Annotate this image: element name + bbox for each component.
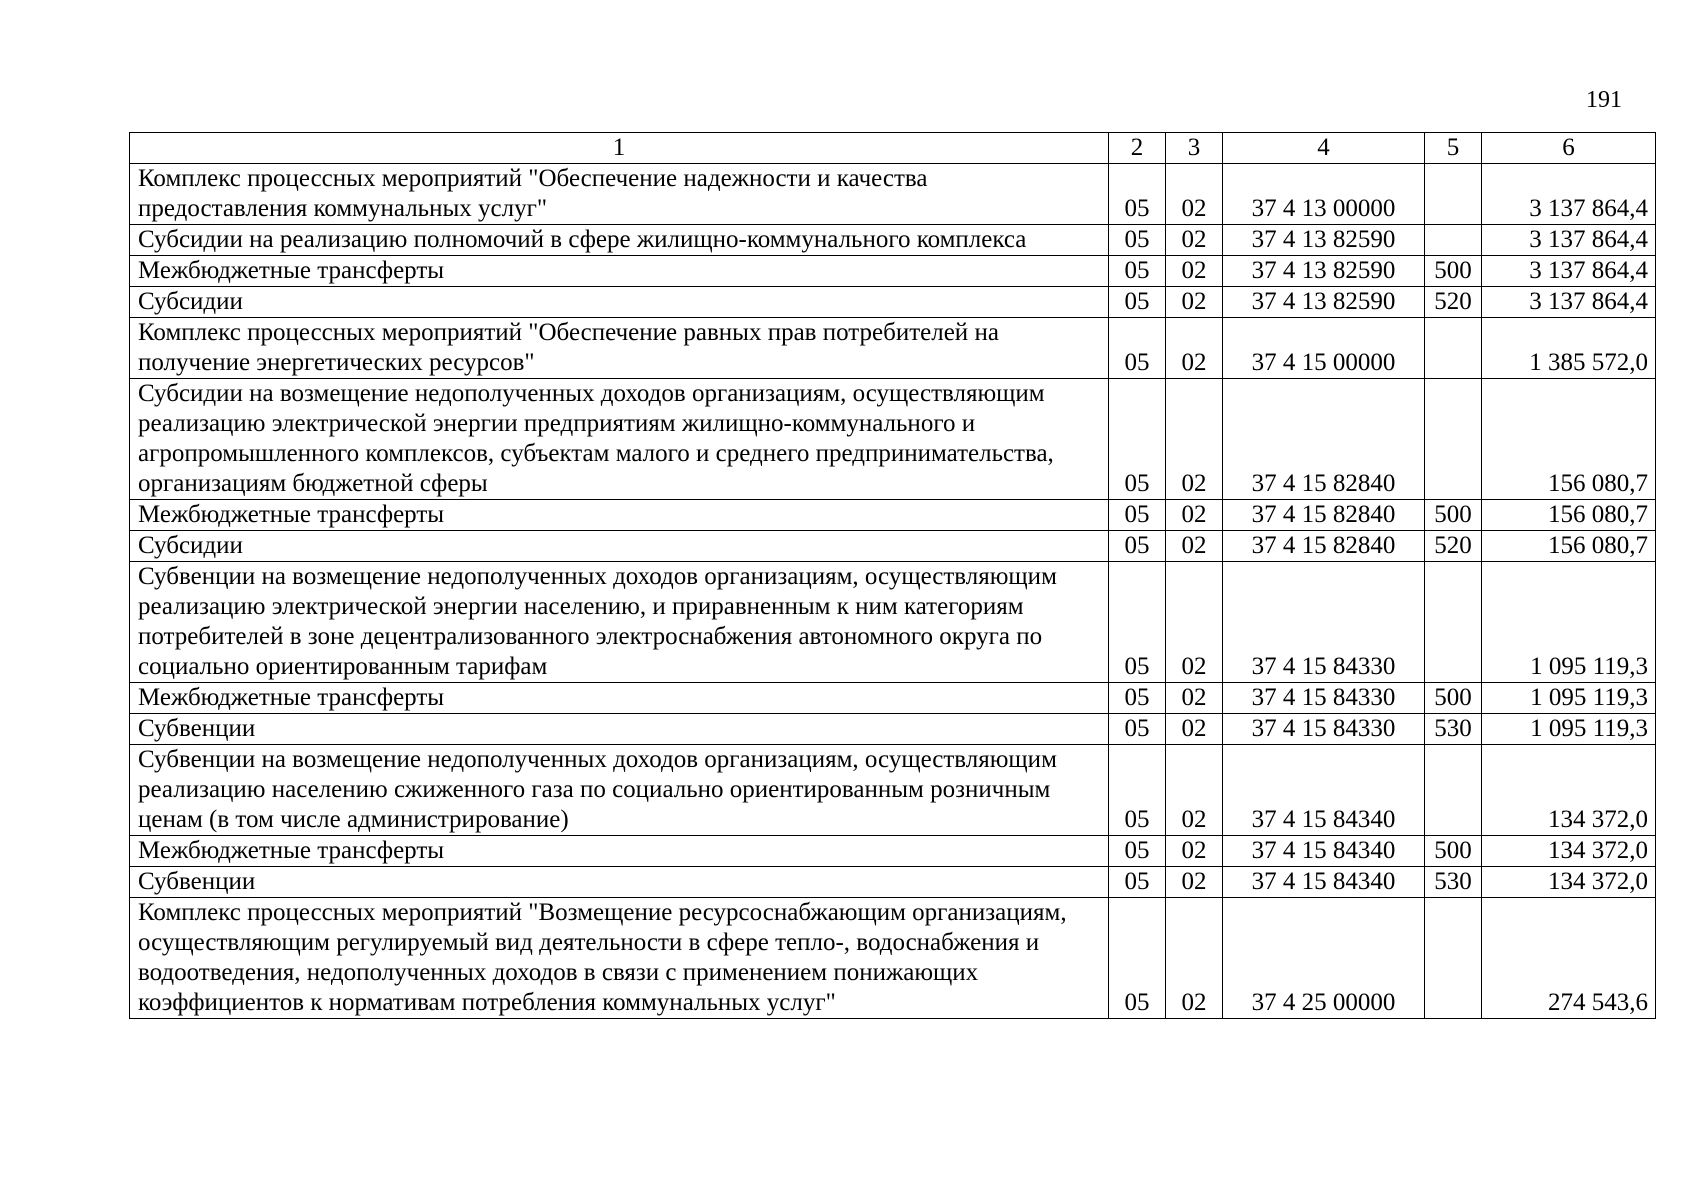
row-name: Межбюджетные трансферты bbox=[130, 500, 1109, 531]
row-expense-type bbox=[1425, 225, 1482, 256]
table-row bbox=[130, 898, 1656, 1019]
row-name: Субсидии на реализацию полномочий в сфере жилищно-коммунального комплекса bbox=[130, 225, 1109, 256]
row-section: 05 bbox=[1109, 256, 1166, 287]
row-section: 05 bbox=[1109, 379, 1166, 500]
row-subsection: 02 bbox=[1166, 379, 1223, 500]
row-section: 05 bbox=[1109, 745, 1166, 836]
header-row bbox=[130, 133, 1656, 164]
row-target-article: 37 4 15 82840 bbox=[1223, 379, 1425, 500]
row-subsection: 02 bbox=[1166, 287, 1223, 318]
row-section: 05 bbox=[1109, 562, 1166, 683]
row-amount: 134 372,0 bbox=[1482, 745, 1656, 836]
row-section: 05 bbox=[1109, 714, 1166, 745]
row-section: 05 bbox=[1109, 836, 1166, 867]
row-expense-type bbox=[1425, 562, 1482, 683]
header-col-name: 1 bbox=[130, 133, 1109, 164]
row-amount: 3 137 864,4 bbox=[1482, 256, 1656, 287]
row-expense-type bbox=[1425, 898, 1482, 1019]
row-expense-type: 520 bbox=[1425, 531, 1482, 562]
row-name: Межбюджетные трансферты bbox=[130, 256, 1109, 287]
table-row bbox=[130, 867, 1656, 898]
table-header bbox=[130, 133, 1656, 164]
table-row bbox=[130, 256, 1656, 287]
row-expense-type: 530 bbox=[1425, 714, 1482, 745]
row-expense-type: 500 bbox=[1425, 256, 1482, 287]
row-target-article: 37 4 15 84340 bbox=[1223, 745, 1425, 836]
row-name: Комплекс процессных мероприятий "Возмещение ресурсоснабжающим организациям, осуществляющим регулируемый вид деятельности в сфере тепло-, водоснабжения и водоотведения, недополученных доходов в связи с применением понижающих коэффициентов к нормативам потребления коммунальных услуг" bbox=[130, 898, 1109, 1019]
row-section: 05 bbox=[1109, 164, 1166, 225]
row-section: 05 bbox=[1109, 898, 1166, 1019]
row-expense-type bbox=[1425, 745, 1482, 836]
row-name: Субвенции bbox=[130, 714, 1109, 745]
row-target-article: 37 4 13 82590 bbox=[1223, 256, 1425, 287]
table-row bbox=[130, 745, 1656, 836]
row-section: 05 bbox=[1109, 867, 1166, 898]
row-name: Комплекс процессных мероприятий "Обеспечение надежности и качества предоставления коммунальных услуг" bbox=[130, 164, 1109, 225]
table-row bbox=[130, 836, 1656, 867]
row-target-article: 37 4 13 82590 bbox=[1223, 225, 1425, 256]
table-row bbox=[130, 318, 1656, 379]
row-name: Субвенции на возмещение недополученных доходов организациям, осуществляющим реализацию населению сжиженного газа по социально ориентированным розничным ценам (в том числе администрирование) bbox=[130, 745, 1109, 836]
row-target-article: 37 4 13 82590 bbox=[1223, 287, 1425, 318]
row-amount: 134 372,0 bbox=[1482, 867, 1656, 898]
page-number: 191 bbox=[1586, 87, 1622, 113]
row-amount: 134 372,0 bbox=[1482, 836, 1656, 867]
header-col-section: 2 bbox=[1109, 133, 1166, 164]
row-section: 05 bbox=[1109, 500, 1166, 531]
row-section: 05 bbox=[1109, 318, 1166, 379]
row-target-article: 37 4 15 82840 bbox=[1223, 500, 1425, 531]
row-subsection: 02 bbox=[1166, 898, 1223, 1019]
row-subsection: 02 bbox=[1166, 318, 1223, 379]
row-name: Субвенции bbox=[130, 867, 1109, 898]
row-amount: 1 095 119,3 bbox=[1482, 562, 1656, 683]
row-amount: 1 095 119,3 bbox=[1482, 683, 1656, 714]
row-section: 05 bbox=[1109, 287, 1166, 318]
row-subsection: 02 bbox=[1166, 256, 1223, 287]
row-subsection: 02 bbox=[1166, 745, 1223, 836]
row-target-article: 37 4 13 00000 bbox=[1223, 164, 1425, 225]
row-amount: 3 137 864,4 bbox=[1482, 225, 1656, 256]
row-subsection: 02 bbox=[1166, 714, 1223, 745]
budget-table bbox=[129, 132, 1656, 1019]
row-target-article: 37 4 15 84340 bbox=[1223, 836, 1425, 867]
row-subsection: 02 bbox=[1166, 531, 1223, 562]
row-name: Субсидии на возмещение недополученных доходов организациям, осуществляющим реализацию электрической энергии предприятиям жилищно-коммунального и агропромышленного комплексов, субъектам малого и среднего предпринимательства, организациям бюджетной сферы bbox=[130, 379, 1109, 500]
row-target-article: 37 4 15 84340 bbox=[1223, 867, 1425, 898]
header-col-target-article: 4 bbox=[1223, 133, 1425, 164]
table-row bbox=[130, 287, 1656, 318]
row-name: Субсидии bbox=[130, 287, 1109, 318]
table-body bbox=[130, 164, 1656, 1019]
row-target-article: 37 4 15 84330 bbox=[1223, 562, 1425, 683]
header-col-expense-type: 5 bbox=[1425, 133, 1482, 164]
row-amount: 156 080,7 bbox=[1482, 531, 1656, 562]
row-amount: 156 080,7 bbox=[1482, 500, 1656, 531]
row-expense-type: 520 bbox=[1425, 287, 1482, 318]
header-col-subsection: 3 bbox=[1166, 133, 1223, 164]
table-row bbox=[130, 500, 1656, 531]
row-amount: 3 137 864,4 bbox=[1482, 287, 1656, 318]
row-name: Субсидии bbox=[130, 531, 1109, 562]
row-target-article: 37 4 15 84330 bbox=[1223, 683, 1425, 714]
table-row bbox=[130, 379, 1656, 500]
row-subsection: 02 bbox=[1166, 836, 1223, 867]
row-amount: 1 385 572,0 bbox=[1482, 318, 1656, 379]
row-expense-type: 500 bbox=[1425, 836, 1482, 867]
row-expense-type bbox=[1425, 164, 1482, 225]
row-subsection: 02 bbox=[1166, 164, 1223, 225]
row-expense-type bbox=[1425, 318, 1482, 379]
row-target-article: 37 4 15 00000 bbox=[1223, 318, 1425, 379]
table-row bbox=[130, 164, 1656, 225]
row-subsection: 02 bbox=[1166, 683, 1223, 714]
row-name: Субвенции на возмещение недополученных доходов организациям, осуществляющим реализацию электрической энергии населению, и приравненным к ним категориям потребителей в зоне децентрализованного электроснабжения автономного округа по социально ориентированным тарифам bbox=[130, 562, 1109, 683]
table-row bbox=[130, 562, 1656, 683]
row-target-article: 37 4 15 82840 bbox=[1223, 531, 1425, 562]
table-row bbox=[130, 683, 1656, 714]
row-section: 05 bbox=[1109, 225, 1166, 256]
row-expense-type: 500 bbox=[1425, 500, 1482, 531]
row-name: Комплекс процессных мероприятий "Обеспечение равных прав потребителей на получение энергетических ресурсов" bbox=[130, 318, 1109, 379]
header-col-amount: 6 bbox=[1482, 133, 1656, 164]
row-section: 05 bbox=[1109, 531, 1166, 562]
row-amount: 156 080,7 bbox=[1482, 379, 1656, 500]
table-row bbox=[130, 225, 1656, 256]
row-name: Межбюджетные трансферты bbox=[130, 683, 1109, 714]
row-amount: 1 095 119,3 bbox=[1482, 714, 1656, 745]
row-amount: 3 137 864,4 bbox=[1482, 164, 1656, 225]
row-target-article: 37 4 15 84330 bbox=[1223, 714, 1425, 745]
row-name: Межбюджетные трансферты bbox=[130, 836, 1109, 867]
row-subsection: 02 bbox=[1166, 867, 1223, 898]
row-subsection: 02 bbox=[1166, 562, 1223, 683]
row-amount: 274 543,6 bbox=[1482, 898, 1656, 1019]
row-subsection: 02 bbox=[1166, 225, 1223, 256]
row-expense-type: 530 bbox=[1425, 867, 1482, 898]
row-subsection: 02 bbox=[1166, 500, 1223, 531]
row-expense-type bbox=[1425, 379, 1482, 500]
row-target-article: 37 4 25 00000 bbox=[1223, 898, 1425, 1019]
row-section: 05 bbox=[1109, 683, 1166, 714]
table-row bbox=[130, 531, 1656, 562]
table-row bbox=[130, 714, 1656, 745]
row-expense-type: 500 bbox=[1425, 683, 1482, 714]
